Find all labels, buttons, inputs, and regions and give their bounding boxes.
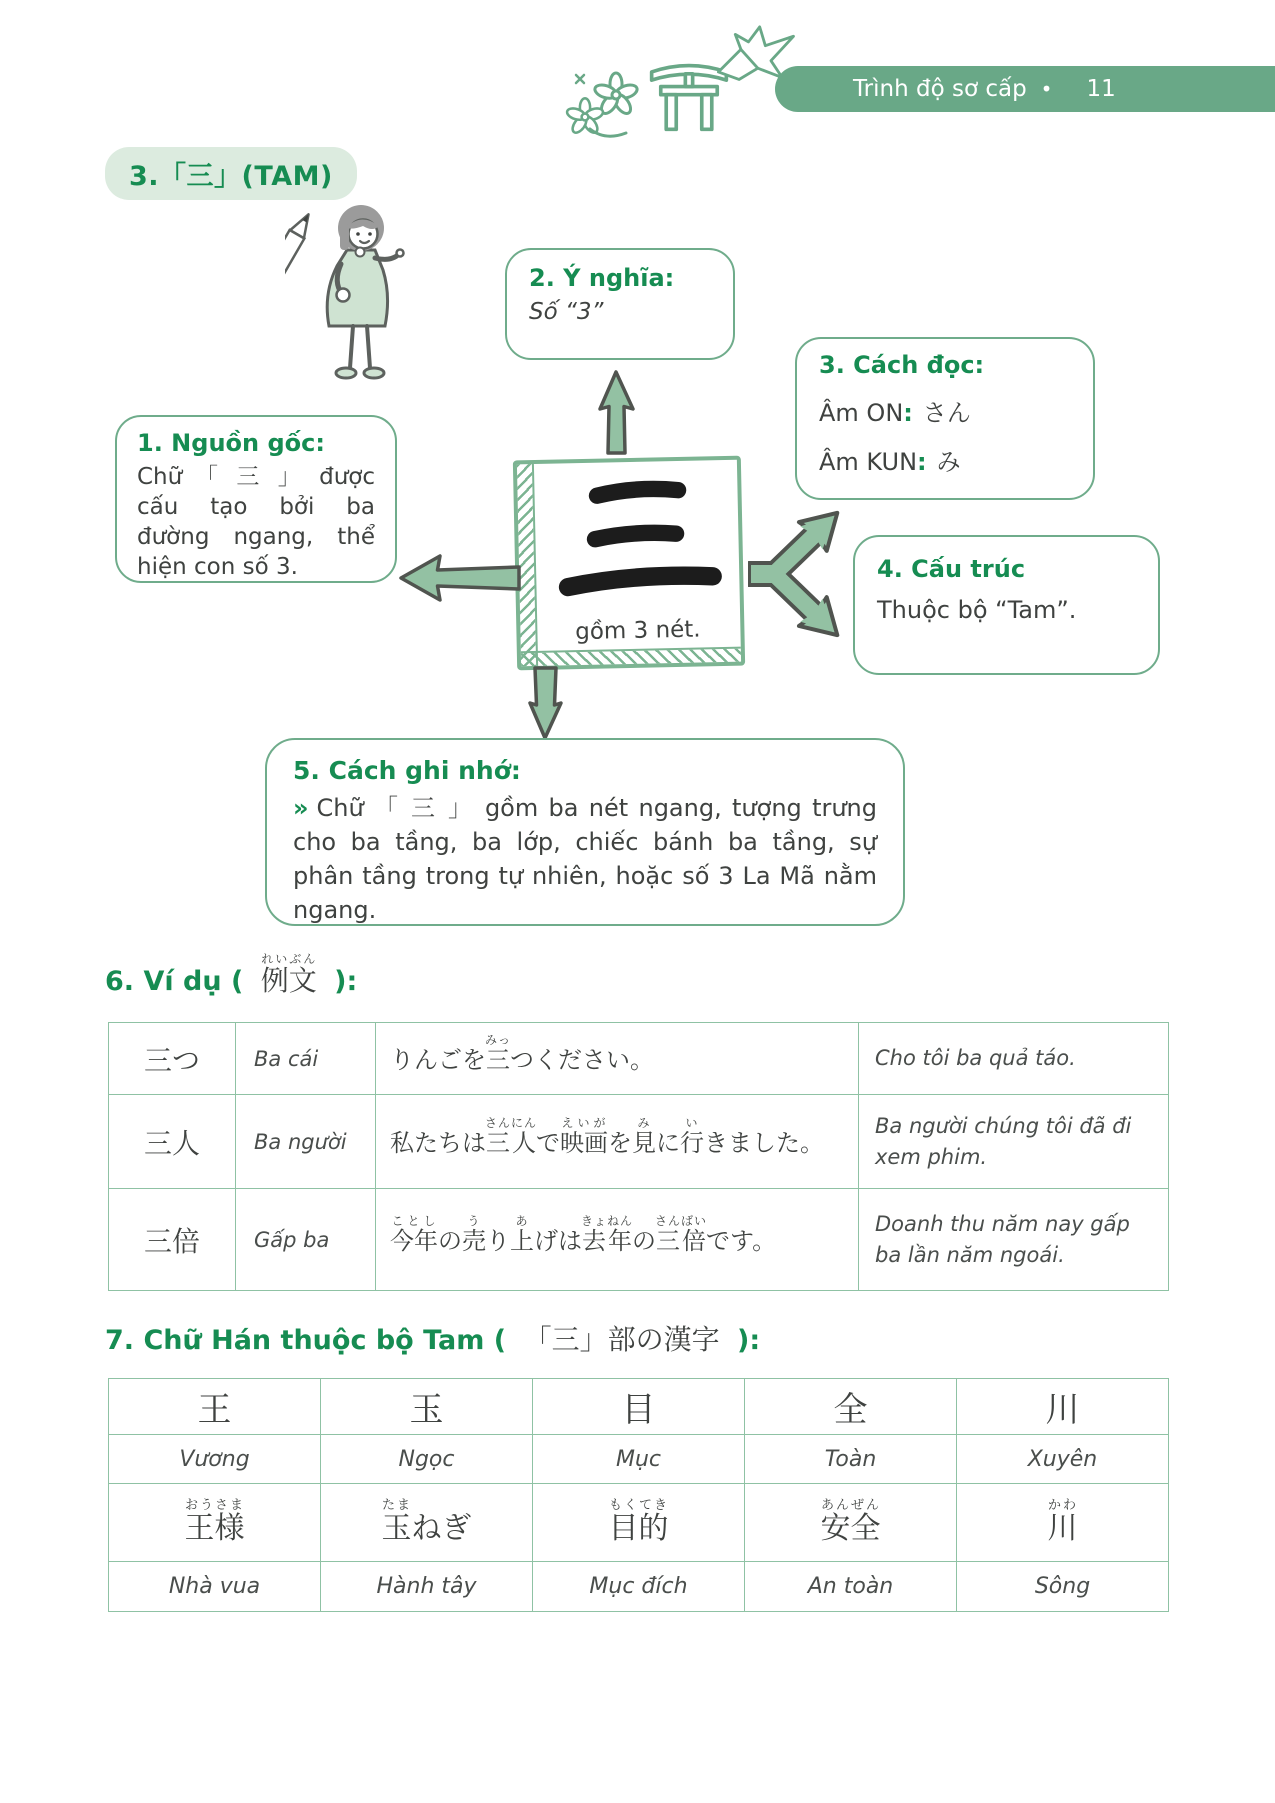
kanji-kanji-cell: 玉 bbox=[321, 1379, 533, 1435]
on-reading-colon: : bbox=[903, 399, 913, 427]
origin-box-body: Chữ 「 三 」 được cấu tạo bởi ba đường ngang, thể hiện con số 3. bbox=[137, 464, 375, 580]
stroke-count-caption: gồm 3 nét. bbox=[574, 616, 701, 646]
example-translation: Doanh thu năm nay gấp ba lần năm ngoái. bbox=[859, 1189, 1169, 1291]
section7-title-prefix: 7. Chữ Hán thuộc bộ Tam ( bbox=[105, 1325, 507, 1356]
kanji-hanviet-cell: Toàn bbox=[745, 1435, 957, 1484]
readings-box bbox=[795, 337, 1095, 500]
section6-title-suffix: ): bbox=[334, 966, 358, 997]
example-row bbox=[109, 1023, 1169, 1095]
structure-box-body: Thuộc bộ “Tam”. bbox=[877, 596, 1077, 624]
kanji-hanviet-cell: Vương bbox=[109, 1435, 321, 1484]
kanji-table-row-kanji bbox=[109, 1379, 1169, 1435]
on-reading-value: さん bbox=[922, 399, 971, 427]
kanji-kanji-cell: 目 bbox=[533, 1379, 745, 1435]
origin-box bbox=[115, 415, 397, 583]
example-row bbox=[109, 1189, 1169, 1291]
mnemonic-box-title: 5. Cách ghi nhớ: bbox=[293, 756, 521, 785]
section6-title-prefix: 6. Ví dụ ( bbox=[105, 966, 244, 997]
meaning-box-body: Số “3” bbox=[529, 299, 604, 325]
kanji-hanviet-cell: Ngọc bbox=[321, 1435, 533, 1484]
kanji-table bbox=[108, 1378, 1169, 1612]
structure-box bbox=[853, 535, 1160, 675]
meaning-box bbox=[505, 248, 735, 360]
card-hatch-bottom bbox=[521, 647, 741, 667]
arrow-up-icon bbox=[597, 370, 635, 456]
example-word: 三つ bbox=[109, 1023, 236, 1095]
section6-title-furigana: れいぶん bbox=[260, 952, 317, 966]
section7-title-jp: 「三」部の漢字 bbox=[523, 1323, 720, 1356]
level-badge-label: Trình độ sơ cấp bbox=[853, 76, 1027, 102]
example-sentence: りんごを三みっつください。 bbox=[376, 1023, 859, 1095]
section6-title-word: 例文 bbox=[260, 964, 317, 997]
kanji-meaning-cell: Nhà vua bbox=[109, 1562, 321, 1612]
example-sentence: 今年ことしの売うり上あげは去年きょねんの三倍さんばいです。 bbox=[376, 1189, 859, 1291]
on-reading-label: Âm ON bbox=[819, 399, 904, 427]
kanji-three-strokes bbox=[539, 466, 738, 610]
origin-box-title: 1. Nguồn gốc: bbox=[137, 429, 325, 457]
example-row bbox=[109, 1095, 1169, 1189]
example-word-meaning: Ba cái bbox=[236, 1023, 376, 1095]
kanji-word-cell: 目的もくてき bbox=[533, 1484, 745, 1562]
mnemonic-box-body bbox=[293, 791, 877, 927]
kanji-word-cell: 王様おうさま bbox=[109, 1484, 321, 1562]
section6-title bbox=[105, 952, 357, 999]
kanji-word-cell: 安全あんぜん bbox=[745, 1484, 957, 1562]
kanji-kanji-cell: 川 bbox=[957, 1379, 1169, 1435]
kanji-table-body bbox=[109, 1379, 1169, 1612]
mnemonic-marker: » bbox=[293, 794, 309, 822]
lesson-title: 3.「三」(TAM) bbox=[105, 147, 357, 200]
kanji-hanviet-cell: Mục bbox=[533, 1435, 745, 1484]
section7-title bbox=[105, 1318, 760, 1358]
meaning-box-title: 2. Ý nghĩa: bbox=[529, 264, 675, 292]
example-translation: Ba người chúng tôi đã đi xem phim. bbox=[859, 1095, 1169, 1189]
kun-reading-colon: : bbox=[917, 448, 927, 476]
arrow-down-icon bbox=[527, 666, 563, 740]
kanji-hanviet-cell: Xuyên bbox=[957, 1435, 1169, 1484]
kanji-table-row-hanviet bbox=[109, 1435, 1169, 1484]
kun-reading-line bbox=[819, 442, 1071, 477]
mnemonic-box bbox=[265, 738, 905, 926]
example-word: 三倍 bbox=[109, 1189, 236, 1291]
kanji-meaning-cell: Mục đích bbox=[533, 1562, 745, 1612]
readings-box-title: 3. Cách đọc: bbox=[819, 351, 985, 379]
kanji-kanji-cell: 全 bbox=[745, 1379, 957, 1435]
level-badge-bullet: • bbox=[1040, 77, 1053, 101]
kun-reading-label: Âm KUN bbox=[819, 448, 918, 476]
arrow-branch-icon bbox=[748, 505, 850, 643]
kanji-meaning-cell: Hành tây bbox=[321, 1562, 533, 1612]
sakura-flowers-icon bbox=[560, 55, 648, 145]
kanji-kanji-cell: 王 bbox=[109, 1379, 321, 1435]
section7-title-suffix: ): bbox=[736, 1325, 761, 1356]
kanji-table-row-meaning bbox=[109, 1562, 1169, 1612]
kanji-table-row-word bbox=[109, 1484, 1169, 1562]
kun-reading-value: み bbox=[936, 448, 961, 476]
example-word-meaning: Ba người bbox=[236, 1095, 376, 1189]
example-table bbox=[108, 1022, 1169, 1291]
page-number: 11 bbox=[1086, 76, 1116, 102]
arrow-left-icon bbox=[398, 552, 522, 604]
kanji-meaning-cell: Sông bbox=[957, 1562, 1169, 1612]
kanji-card bbox=[513, 456, 745, 671]
kanji-word-cell: 玉たまねぎ bbox=[321, 1484, 533, 1562]
example-translation: Cho tôi ba quả táo. bbox=[859, 1023, 1169, 1095]
kanji-word-cell: 川かわ bbox=[957, 1484, 1169, 1562]
girl-with-pencil-illustration bbox=[285, 196, 407, 406]
example-word: 三人 bbox=[109, 1095, 236, 1189]
section6-title-jp bbox=[260, 952, 317, 997]
kanji-meaning-cell: An toàn bbox=[745, 1562, 957, 1612]
mnemonic-text: Chữ 「 三 」 gồm ba nét ngang, tượng trưng cho ba tầng, ba lớp, chiếc bánh ba tầng, sự phân tầng trong tự nhiên, hoặc số 3 La Mã nằm ngang. bbox=[293, 794, 877, 925]
example-word-meaning: Gấp ba bbox=[236, 1189, 376, 1291]
example-table-body bbox=[109, 1023, 1169, 1291]
level-badge bbox=[775, 66, 1275, 112]
on-reading-line bbox=[819, 393, 1071, 428]
example-sentence: 私たちは三人さんにんで映画えいがを見みに行いきました。 bbox=[376, 1095, 859, 1189]
structure-box-title: 4. Cấu trúc bbox=[877, 555, 1026, 583]
